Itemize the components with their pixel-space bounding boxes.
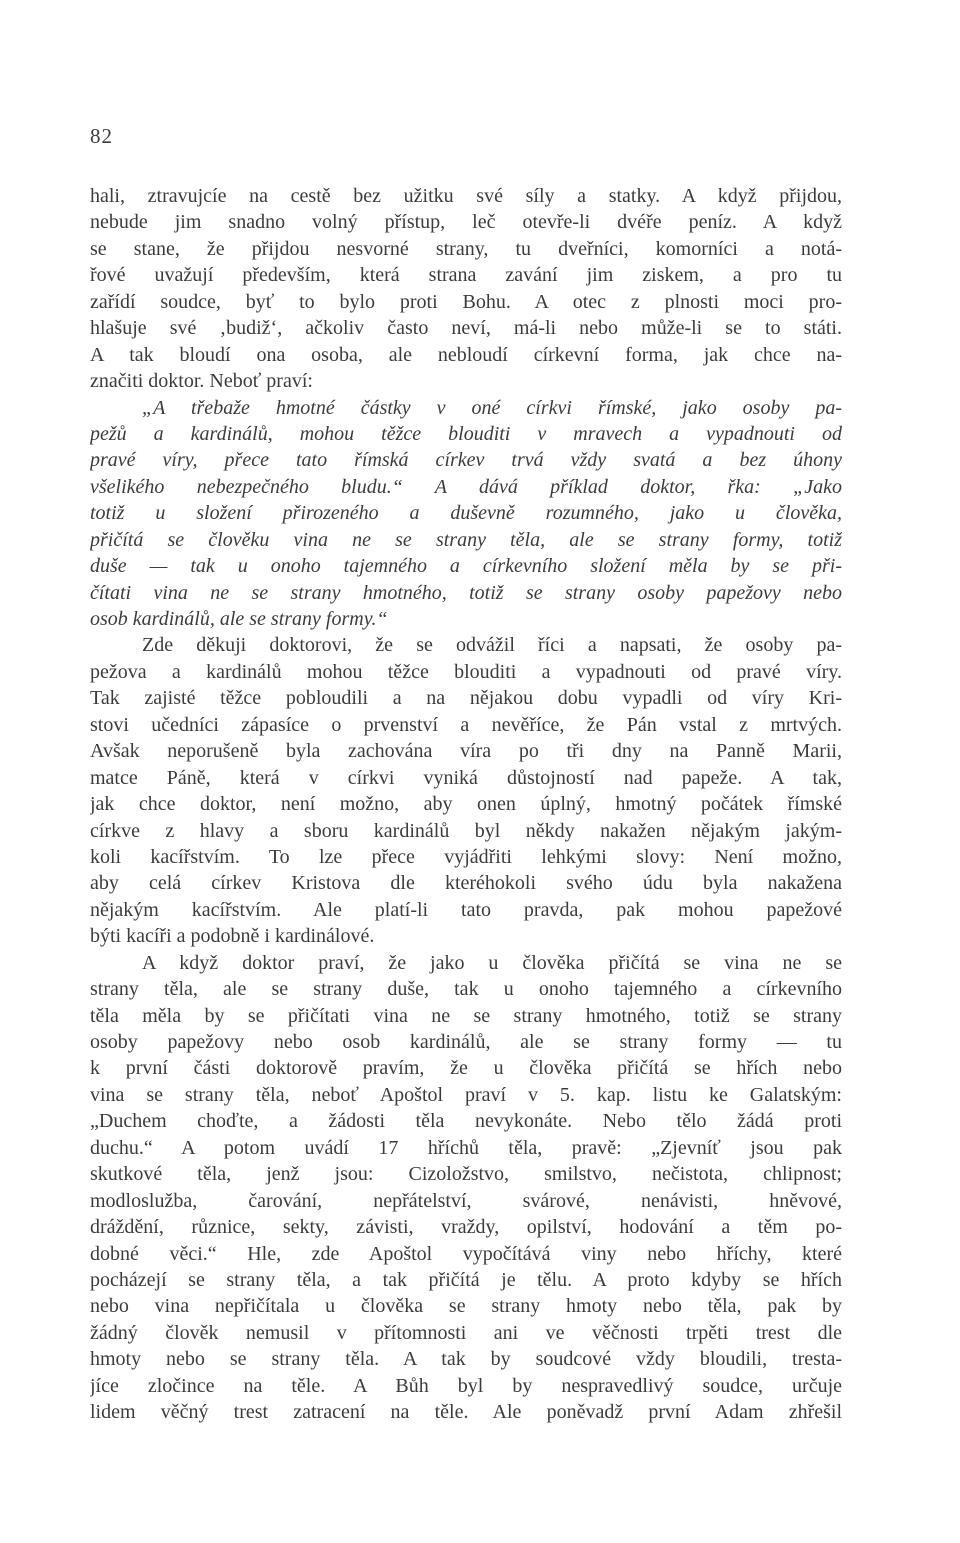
text-line: lidem věčný trest zatracení na těle. Ale poněvadž první Adam zhřešil <box>90 1401 842 1424</box>
text-line: nebude jim snadno volný přístup, leč otevře-li dvéře peníz. A když <box>90 211 842 234</box>
page-number: 82 <box>90 124 113 148</box>
text-line: dobné věci.“ Hle, zde Apoštol vypočítává viny nebo hříchy, které <box>90 1242 842 1265</box>
text-line: čítati vina ne se strany hmotného, totiž se strany osoby papežovy nebo <box>90 581 842 604</box>
text-line: jak chce doktor, není možno, aby onen úplný, hmotný počátek římské <box>90 793 842 816</box>
text-line: duchu.“ A potom uvádí 17 hříchů těla, pravě: „Zjevníť jsou pak <box>90 1136 842 1159</box>
text-line: jíce zločince na těle. A Bůh byl by nespravedlivý soudce, určuje <box>90 1374 842 1397</box>
text-line: hmoty nebo se strany těla. A tak by soudcové vždy bloudili, tresta- <box>90 1348 842 1371</box>
text-line: Zde děkuji doktorovi, že se odvážil říci a napsati, že osoby pa- <box>142 634 842 657</box>
text-line: aby celá církev Kristova dle kteréhokoli svého údu byla nakažena <box>90 872 842 895</box>
text-line: hlašuje své ‚budiž‘, ačkoliv často neví, má-li nebo může-li se to státi. <box>90 317 842 340</box>
text-line: býti kacíři a podobně i kardinálové. <box>90 925 375 948</box>
text-line: značiti doktor. Neboť praví: <box>90 370 313 393</box>
text-line: pežova a kardinálů mohou těžce blouditi a vypadnouti od pravé víry. <box>90 660 842 683</box>
text-line: řové uvažují především, která strana zavání jim ziskem, a pro tu <box>90 264 842 287</box>
text-line: totiž u složení přirozeného a duševně rozumného, jako u člověka, <box>90 502 842 525</box>
text-line: pocházejí se strany těla, a tak přičítá je tělu. A proto kdyby se hřích <box>90 1268 842 1291</box>
text-line: osoby papežovy nebo osob kardinálů, ale se strany formy — tu <box>90 1031 842 1053</box>
text-line: všelikého nebezpečného bludu.“ A dává příklad doktor, řka: „Jako <box>90 475 842 498</box>
text-line: vina se strany těla, neboť Apoštol praví v 5. kap. listu ke Galatským: <box>90 1083 842 1106</box>
text-line: osob kardinálů, ale se strany formy.“ <box>90 608 388 630</box>
text-line: k první části doktorově pravím, že u člověka přičítá se hřích nebo <box>90 1057 842 1080</box>
text-line: přičítá se člověku vina ne se strany těla, ale se strany formy, totiž <box>90 528 842 551</box>
text-line: duše — tak u onoho tajemného a církevního složení měla by se při- <box>90 555 842 578</box>
text-line: se stane, že přijdou nesvorné strany, tu dveřníci, komorníci a notá- <box>90 237 842 260</box>
text-line: koli kacířstvím. To lze přece vyjádřiti lehkými slovy: Není možno, <box>90 845 842 868</box>
text-line: nebo vina nepřičítala u člověka se strany hmoty nebo těla, pak by <box>90 1295 842 1318</box>
text-line: matce Páně, která v církvi vyniká důstojností nad papeže. A tak, <box>90 766 842 789</box>
text-line: Tak zajisté těžce pobloudili a na nějakou dobu vypadli od víry Kri- <box>90 687 842 710</box>
text-line: skutkové těla, jenž jsou: Cizoložstvo, smilstvo, nečistota, chlipnost; <box>90 1163 842 1186</box>
text-line: pravé víry, přece tato římská církev trvá vždy svatá a bez úhony <box>90 449 842 472</box>
text-line: stovi učedníci zápasíce o prvenství a nevěříce, že Pán vstal z mrtvých. <box>90 713 842 736</box>
text-line: strany těla, ale se strany duše, tak u onoho tajemného a církevního <box>90 978 842 1001</box>
text-line: „Duchem choďte, a žádosti těla nevykonáte. Nebo tělo žádá proti <box>90 1110 842 1133</box>
text-line: Avšak neporušeně byla zachována víra po tři dny na Panně Marii, <box>90 740 842 763</box>
text-line: církve z hlavy a sboru kardinálů byl někdy nakažen nějakým jakým- <box>90 819 842 842</box>
text-line: zařídí soudce, byť to bylo proti Bohu. A otec z plnosti moci pro- <box>90 290 842 313</box>
text-line: těla měla by se přičítati vina ne se strany hmotného, totiž se strany <box>90 1004 842 1027</box>
text-line: A tak bloudí ona osoba, ale nebloudí církevní forma, jak chce na- <box>90 343 842 366</box>
text-line: nějakým kacířstvím. Ale platí-li tato pravda, pak mohou papežové <box>90 898 842 921</box>
text-line: hali, ztravujcíe na cestě bez užitku své síly a statky. A když přijdou, <box>90 185 842 207</box>
text-line: pežů a kardinálů, mohou těžce blouditi v mravech a vypadnouti od <box>90 422 842 445</box>
text-line: dráždění, různice, sekty, závisti, vraždy, opilství, hodování a těm po- <box>90 1216 842 1239</box>
text-line: modloslužba, čarování, nepřátelství, svárové, nenávisti, hněvové, <box>90 1189 842 1212</box>
text-line: žádný člověk nemusil v přítomnosti ani ve věčnosti trpěti trest dle <box>90 1321 842 1344</box>
text-line: A když doktor praví, že jako u člověka přičítá se vina ne se <box>142 951 842 974</box>
body-text <box>90 183 842 1426</box>
text-line: „A třebaže hmotné částky v oné církvi římské, jako osoby pa- <box>142 396 842 419</box>
